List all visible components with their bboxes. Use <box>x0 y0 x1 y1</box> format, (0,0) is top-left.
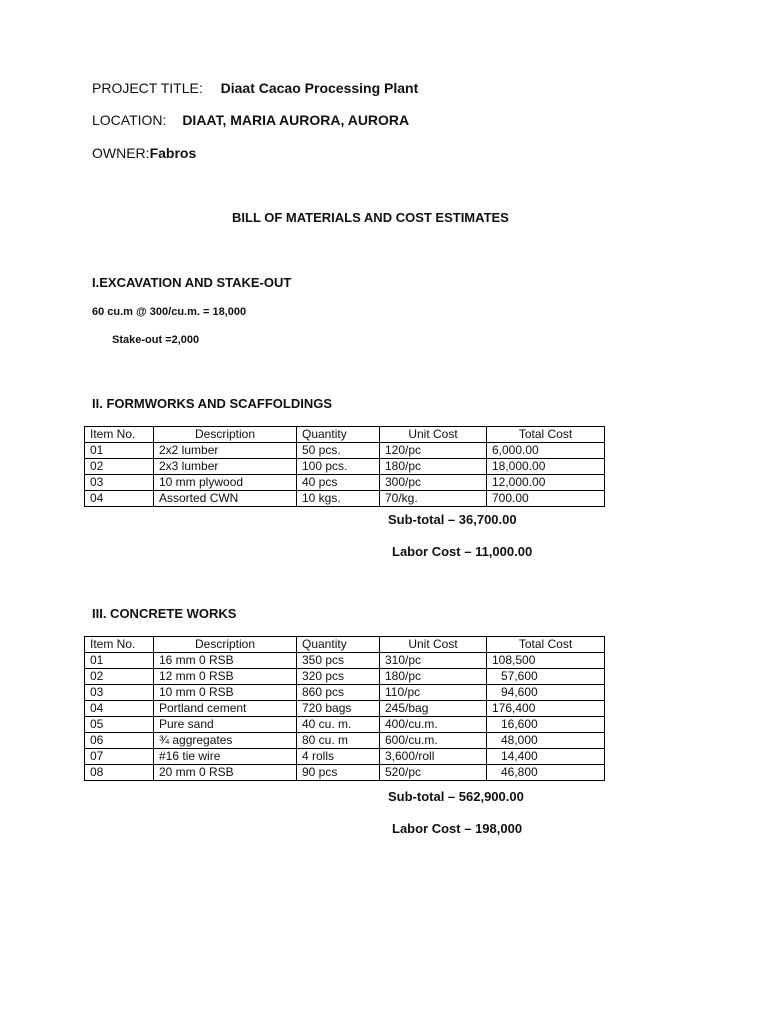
table-cell: 6,000.00 <box>487 443 605 459</box>
table-cell: 2x2 lumber <box>154 443 297 459</box>
owner-label: OWNER: <box>92 145 150 161</box>
table-cell: 18,000.00 <box>487 459 605 475</box>
table-row <box>85 701 605 717</box>
document-title: BILL OF MATERIALS AND COST ESTIMATES <box>232 210 509 225</box>
table-cell: 10 mm 0 RSB <box>154 685 297 701</box>
table-row <box>85 749 605 765</box>
table-cell: 245/bag <box>380 701 487 717</box>
table-cell: 06 <box>85 733 154 749</box>
table-cell: Assorted CWN <box>154 491 297 507</box>
table-cell: 310/pc <box>380 653 487 669</box>
table-cell: 90 pcs <box>297 765 380 781</box>
table-row <box>85 653 605 669</box>
table-cell: 860 pcs <box>297 685 380 701</box>
table-cell: 03 <box>85 685 154 701</box>
table-cell: 108,500 <box>487 653 605 669</box>
table-cell: 176,400 <box>487 701 605 717</box>
table-cell: 350 pcs <box>297 653 380 669</box>
project-title-label: PROJECT TITLE: <box>92 80 203 96</box>
table-cell: 10 kgs. <box>297 491 380 507</box>
table-cell: 180/pc <box>380 669 487 685</box>
table-cell: 01 <box>85 443 154 459</box>
table-cell: 16 mm 0 RSB <box>154 653 297 669</box>
table-cell: 100 pcs. <box>297 459 380 475</box>
table-cell: 16,600 <box>487 717 605 733</box>
table-cell: 2x3 lumber <box>154 459 297 475</box>
table-cell: 520/pc <box>380 765 487 781</box>
column-header: Total Cost <box>487 427 605 443</box>
formworks-labor-cost: Labor Cost – 11,000.00 <box>392 544 533 559</box>
table-row <box>85 459 605 475</box>
table-cell: 57,600 <box>487 669 605 685</box>
project-title-value: Diaat Cacao Processing Plant <box>220 80 419 96</box>
table-cell: 12 mm 0 RSB <box>154 669 297 685</box>
table-cell: 40 cu. m. <box>297 717 380 733</box>
table-cell: 08 <box>85 765 154 781</box>
column-header: Unit Cost <box>380 637 487 653</box>
table-cell: 01 <box>85 653 154 669</box>
column-header: Quantity <box>297 427 380 443</box>
table-cell: 03 <box>85 475 154 491</box>
column-header: Item No. <box>85 637 154 653</box>
table-cell: 110/pc <box>380 685 487 701</box>
table-cell: 10 mm plywood <box>154 475 297 491</box>
table-row <box>85 475 605 491</box>
table-cell: 700.00 <box>487 491 605 507</box>
excavation-line: 60 cu.m @ 300/cu.m. = 18,000 <box>92 306 247 318</box>
table-row <box>85 669 605 685</box>
table-cell: 02 <box>85 669 154 685</box>
table-cell: 04 <box>85 701 154 717</box>
column-header: Description <box>154 637 297 653</box>
table-cell: #16 tie wire <box>154 749 297 765</box>
table-cell: 94,600 <box>487 685 605 701</box>
table-cell: Pure sand <box>154 717 297 733</box>
table-cell: 20 mm 0 RSB <box>154 765 297 781</box>
column-header: Quantity <box>297 637 380 653</box>
table-cell: ¾ aggregates <box>154 733 297 749</box>
formworks-subtotal: Sub-total – 36,700.00 <box>388 512 517 527</box>
stakeout-line: Stake-out =2,000 <box>112 334 200 346</box>
table-cell: 180/pc <box>380 459 487 475</box>
column-header: Total Cost <box>487 637 605 653</box>
location-label: LOCATION: <box>92 112 167 128</box>
location-line <box>92 112 409 128</box>
concrete-subtotal: Sub-total – 562,900.00 <box>388 789 524 804</box>
table-row <box>85 765 605 781</box>
table-cell: 05 <box>85 717 154 733</box>
section3-title: III. CONCRETE WORKS <box>92 606 237 621</box>
column-header: Unit Cost <box>380 427 487 443</box>
concrete-works-table <box>84 636 605 781</box>
table-cell: 12,000.00 <box>487 475 605 491</box>
table-row <box>85 685 605 701</box>
table-cell: 14,400 <box>487 749 605 765</box>
owner-value: Fabros <box>149 145 197 161</box>
table-cell: 120/pc <box>380 443 487 459</box>
table-cell: 48,000 <box>487 733 605 749</box>
owner-line <box>92 145 196 161</box>
table-cell: 46,800 <box>487 765 605 781</box>
table-cell: 07 <box>85 749 154 765</box>
table-cell: 400/cu.m. <box>380 717 487 733</box>
table-cell: Portland cement <box>154 701 297 717</box>
table-header-row <box>85 637 605 653</box>
project-title-line <box>92 80 418 96</box>
formworks-table <box>84 426 605 507</box>
concrete-labor-cost: Labor Cost – 198,000 <box>392 821 523 836</box>
table-row <box>85 443 605 459</box>
table-cell: 04 <box>85 491 154 507</box>
table-cell: 80 cu. m <box>297 733 380 749</box>
table-cell: 02 <box>85 459 154 475</box>
table-cell: 70/kg. <box>380 491 487 507</box>
location-value: DIAAT, MARIA AURORA, AURORA <box>182 112 410 128</box>
table-row <box>85 733 605 749</box>
column-header: Description <box>154 427 297 443</box>
section2-title: II. FORMWORKS AND SCAFFOLDINGS <box>92 396 333 411</box>
table-cell: 4 rolls <box>297 749 380 765</box>
table-cell: 40 pcs <box>297 475 380 491</box>
section1-title: I.EXCAVATION AND STAKE-OUT <box>92 275 292 290</box>
table-cell: 3,600/roll <box>380 749 487 765</box>
table-header-row <box>85 427 605 443</box>
table-row <box>85 717 605 733</box>
table-cell: 720 bags <box>297 701 380 717</box>
table-cell: 50 pcs. <box>297 443 380 459</box>
table-cell: 600/cu.m. <box>380 733 487 749</box>
column-header: Item No. <box>85 427 154 443</box>
table-row <box>85 491 605 507</box>
table-cell: 300/pc <box>380 475 487 491</box>
table-cell: 320 pcs <box>297 669 380 685</box>
